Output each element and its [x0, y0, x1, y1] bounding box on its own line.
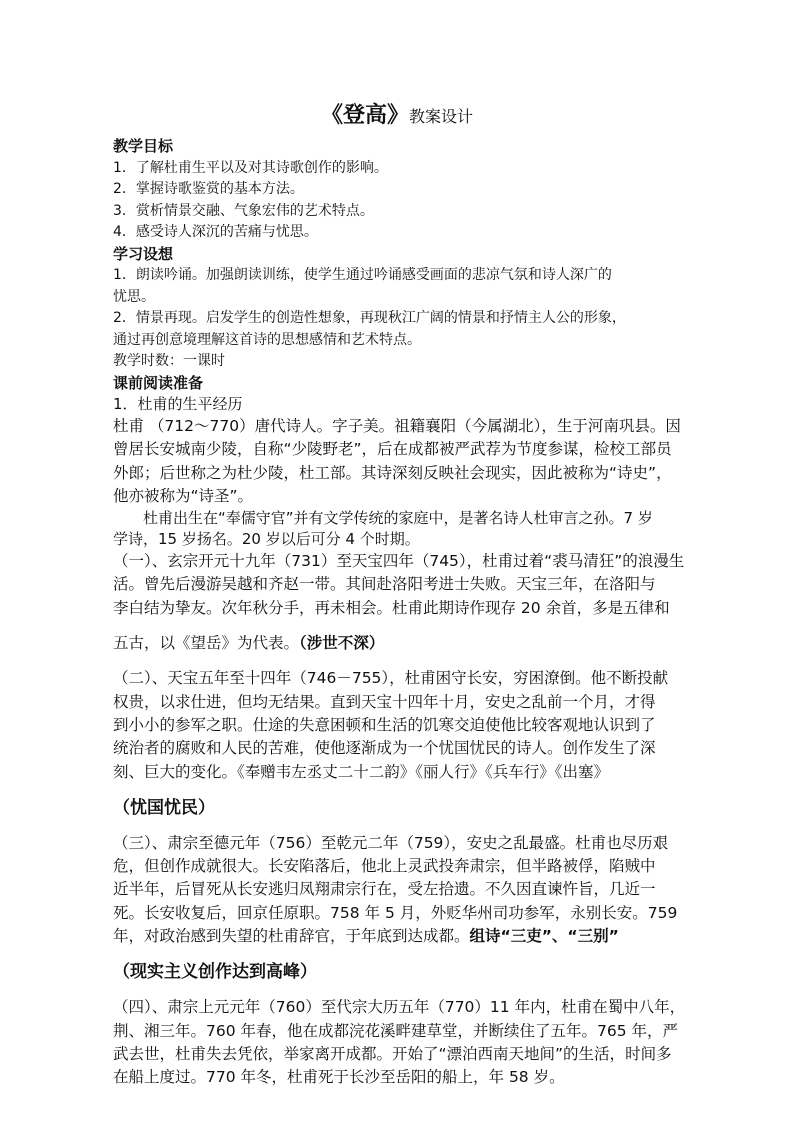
bio-line: 他亦被称为“诗圣”。: [113, 486, 254, 505]
period4-line: （四）、肃宗上元元年（760）至代宗大历五年（770）11 年内，杜甫在蜀中八年，: [113, 998, 686, 1017]
period1-line: 李白结为挚友。次年秋分手，再未相会。杜甫此期诗作现存 20 余首，多是五律和: [113, 598, 670, 617]
ideas-heading: 学习设想: [113, 244, 174, 263]
objective-item: 4．感受诗人深沉的苦痛与忧思。: [113, 224, 318, 240]
period3-line: （三）、肃宗至德元年（756）至乾元二年（759），安史之乱最盛。杜甫也尽历艰: [113, 833, 669, 852]
document-body: [113, 136, 689, 1090]
period2-line: （二）、天宝五年至十四年（746－755），杜甫困守长安，穷困潦倒。他不断投献: [113, 669, 669, 688]
period4-line: 荆、湘三年。760 年春，他在成都浣花溪畔建草堂，并断续住了五年。765 年，严: [113, 1021, 679, 1040]
period3-last: 年，对政治感到失望的杜甫辞官，于年底到达成都。: [113, 927, 470, 946]
objective-item: 1．了解杜甫生平以及对其诗歌创作的影响。: [113, 159, 388, 176]
objective-item: 3．赏析情景交融、气象宏伟的艺术特点。: [113, 202, 374, 219]
period2-tag: （忧国忧民）: [113, 797, 215, 818]
period3-line: 死。长安收复后，回京任原职。758 年 5 月，外贬华州司功参军，永别长安。759: [113, 903, 678, 922]
period2-line: 刻、巨大的变化。《奉赠韦左丞丈二十二韵》《丽人行》《兵车行》《出塞》: [113, 762, 610, 781]
bio-line: 曾居长安城南少陵，自称“少陵野老”，后在成都被严武荐为节度参谋，检校工部员: [113, 440, 672, 459]
period2-line: 统治者的腐败和人民的苦难，使他逐渐成为一个忧国忧民的诗人。创作发生了深: [113, 739, 656, 758]
period1-line: 活。曾先后漫游吴越和齐赵一带。其间赴洛阳考进士失败。天宝三年，在洛阳与: [113, 575, 656, 594]
period1-end: 五古，以《望岳》为代表。: [113, 634, 300, 653]
period3-bold: 组诗“三吏”、“三别”: [469, 927, 619, 946]
page-title: [0, 102, 794, 130]
period3-line: 危，但创作成就很大。长安陷落后，他北上灵武投奔肃宗，但半路被俘，陷贼中: [113, 857, 656, 876]
period4-line: 在船上度过。770 年冬，杜甫死于长沙至岳阳的船上，年 58 岁。: [113, 1068, 565, 1087]
bio-line: 杜甫 （712～770）唐代诗人。字子美。祖籍襄阳（今属湖北），生于河南巩县。因: [113, 417, 681, 435]
period4-line: 武去世，杜甫失去凭依，举家离开成都。开始了“漂泊西南天地间”的生活，时间多: [113, 1044, 672, 1063]
period2-line: 权贵，以求仕进，但均无结果。直到天宝十四年十月，安史之乱前一个月，才得: [113, 692, 656, 711]
idea-line: 通过再创意境理解这首诗的思想感情和艺术特点。: [113, 331, 421, 348]
period3-line: [113, 925, 689, 948]
idea-line: 1．朗读吟诵。加强朗读训练，使学生通过吟诵感受画面的悲凉气氛和诗人深广的: [113, 267, 612, 283]
period1-line: （一）、玄宗开元十九年（731）至天宝四年（745），杜甫过着“裘马清狂”的浪漫生: [113, 552, 685, 571]
prep-subheading: 1．杜甫的生平经历: [113, 395, 243, 413]
objective-item: 2．掌握诗歌鉴赏的基本方法。: [113, 181, 304, 197]
period3-line: 近半年，后冒死从长安逃归凤翔肃宗行在，受左拾遗。不久因直谏忤旨，几近一: [113, 880, 656, 899]
title-main: 《登高》: [320, 102, 409, 128]
period3-tag: （现实主义创作达到高峰）: [113, 962, 317, 983]
prep-heading: 课前阅读准备: [113, 373, 204, 392]
title-suffix: 教案设计: [409, 107, 474, 126]
period1-tag: （涉世不深）: [299, 634, 385, 653]
objectives-heading: 教学目标: [113, 137, 174, 155]
teaching-hours: 教学时数：一课时: [113, 353, 225, 369]
birth-line: 杜甫出生在“奉儒守官”并有文学传统的家庭中，是著名诗人杜审言之孙。7 岁: [143, 509, 653, 528]
idea-line: 忧思。: [113, 288, 155, 305]
bio-line: 外郎；后世称之为杜少陵，杜工部。其诗深刻反映社会现实，因此被称为“诗史”，: [113, 463, 672, 482]
idea-line: 2．情景再现。启发学生的创造性想象，再现秋江广阔的情景和抒情主人公的形象，: [113, 310, 626, 326]
period1-line: [113, 632, 689, 655]
birth-line: 学诗，15 岁扬名。20 岁以后可分 4 个时期。: [113, 530, 420, 549]
period2-line: 到小小的参军之职。仕途的失意困顿和生活的饥寒交迫使他比较客观地认识到了: [113, 715, 656, 734]
